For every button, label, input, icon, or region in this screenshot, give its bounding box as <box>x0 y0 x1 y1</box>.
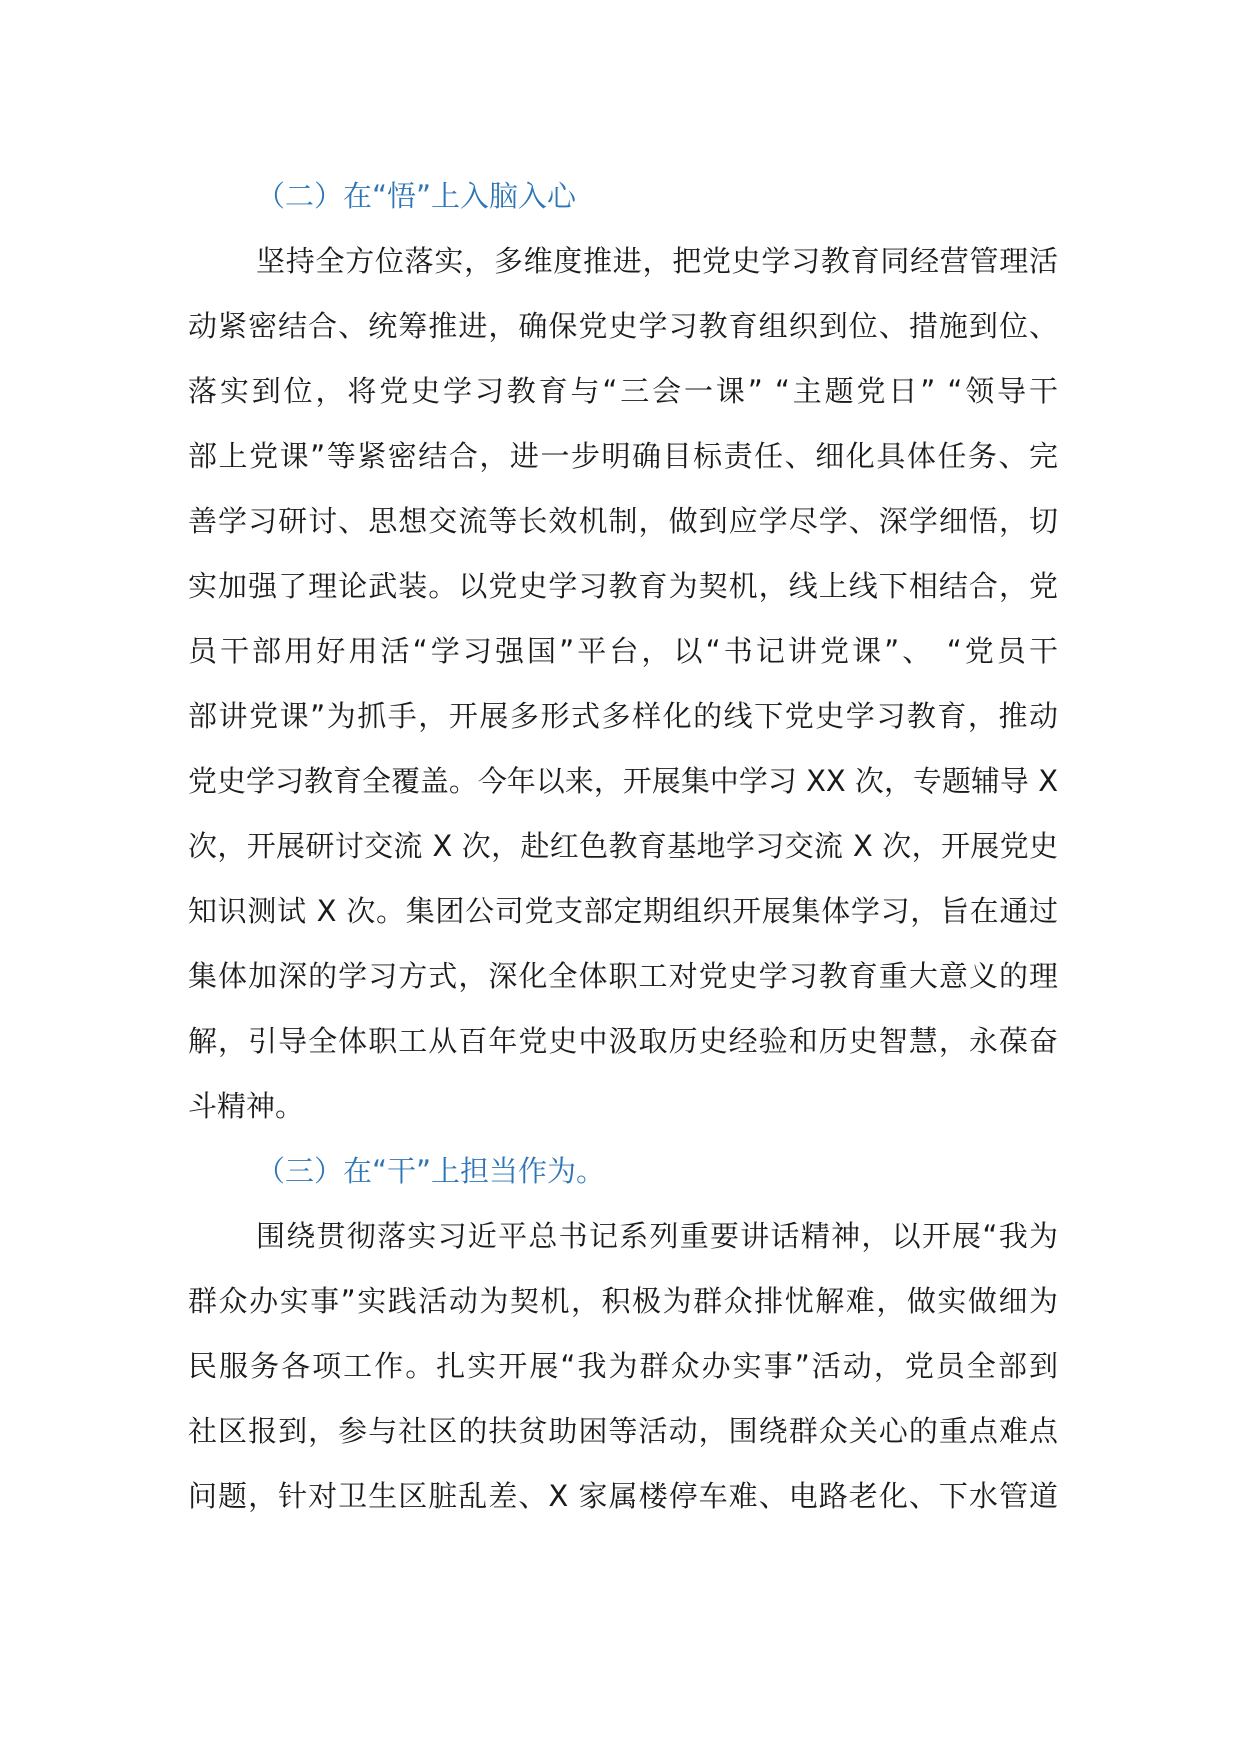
paragraph-line: 群众办实事”实践活动为契机，积极为群众排忧解难，做实做细为 <box>188 1284 1058 1318</box>
paragraph-line: 集体加深的学习方式，深化全体职工对党史学习教育重大意义的理 <box>188 959 1058 993</box>
paragraph-line: 民服务各项工作。扎实开展“我为群众办实事”活动，党员全部到 <box>188 1349 1058 1383</box>
paragraph-line: 坚持全方位落实，多维度推进，把党史学习教育同经营管理活 <box>256 244 1058 278</box>
paragraph-line: 知识测试 X 次。集团公司党支部定期组织开展集体学习，旨在通过 <box>188 894 1058 928</box>
paragraph-line: 实加强了理论武装。以党史学习教育为契机，线上线下相结合，党 <box>188 569 1058 603</box>
section-heading-2: （二）在“悟”上入脑入心 <box>256 179 577 213</box>
paragraph-line: 问题，针对卫生区脏乱差、X 家属楼停车难、电路老化、下水管道 <box>188 1479 1058 1513</box>
paragraph-line: 解，引导全体职工从百年党史中汲取历史经验和历史智慧，永葆奋 <box>188 1024 1058 1058</box>
paragraph-line: 员干部用好用活“学习强国”平台，以“书记讲党课”、 “党员干 <box>188 634 1058 668</box>
paragraph-line: 部讲党课”为抓手，开展多形式多样化的线下党史学习教育，推动 <box>188 699 1058 733</box>
paragraph-line: 部上党课”等紧密结合，进一步明确目标责任、细化具体任务、完 <box>188 439 1058 473</box>
paragraph-line: 党史学习教育全覆盖。今年以来，开展集中学习 XX 次，专题辅导 X <box>188 764 1058 798</box>
paragraph-line: 斗精神。 <box>188 1089 305 1123</box>
paragraph-line: 善学习研讨、思想交流等长效机制，做到应学尽学、深学细悟，切 <box>188 504 1058 538</box>
section-heading-3: （三）在“干”上担当作为。 <box>256 1154 606 1188</box>
paragraph-practice <box>188 1204 1058 1529</box>
paragraph-line: 次，开展研讨交流 X 次，赴红色教育基地学习交流 X 次，开展党史 <box>188 829 1058 863</box>
paragraph-line: 围绕贯彻落实习近平总书记系列重要讲话精神，以开展“我为 <box>256 1219 1058 1253</box>
paragraph-line: 动紧密结合、统筹推进，确保党史学习教育组织到位、措施到位、 <box>188 309 1058 343</box>
paragraph-line: 落实到位，将党史学习教育与“三会一课” “主题党日” “领导干 <box>188 374 1058 408</box>
paragraph-study <box>188 229 1058 1139</box>
document-content <box>188 164 1058 1529</box>
paragraph-line: 社区报到，参与社区的扶贫助困等活动，围绕群众关心的重点难点 <box>188 1414 1058 1448</box>
